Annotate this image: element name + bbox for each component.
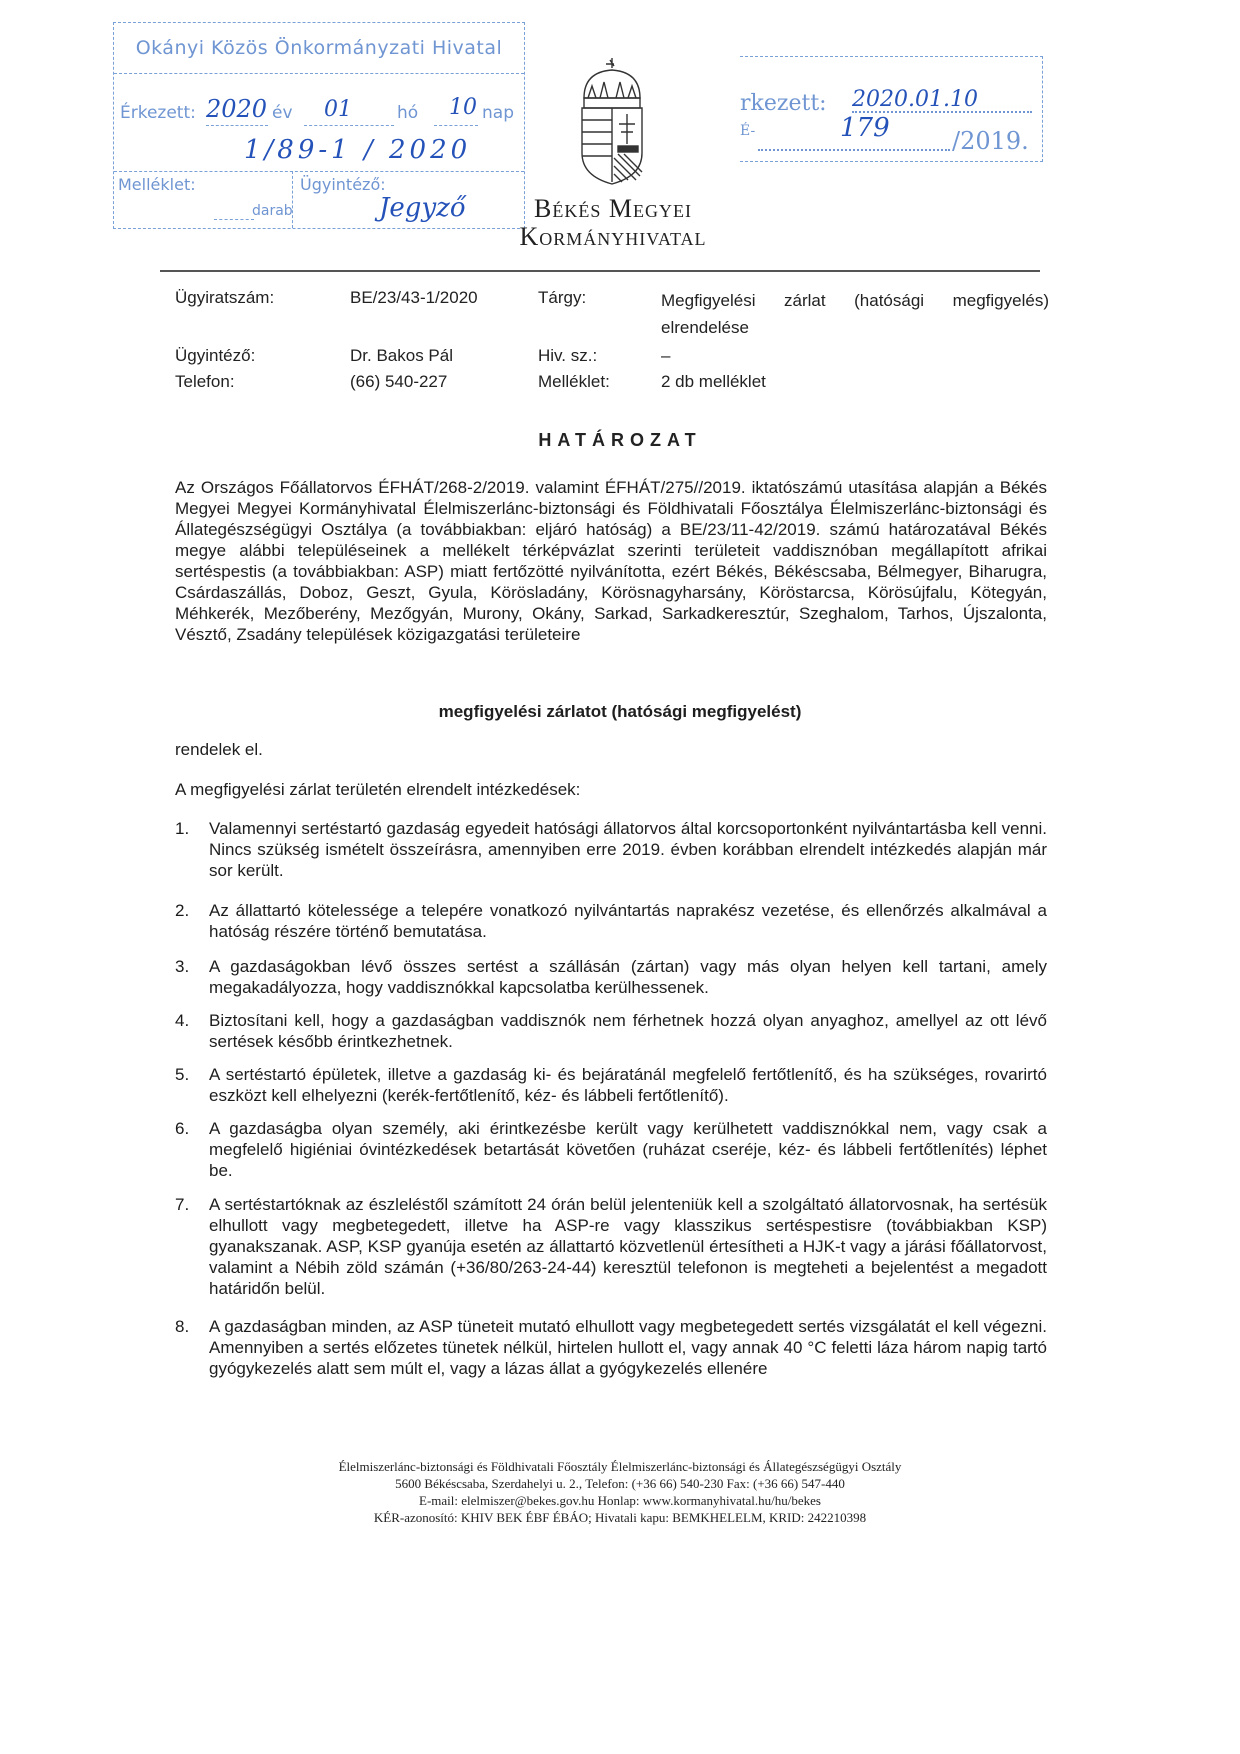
organization-name — [478, 196, 748, 250]
stamp-received-year: 2020 — [206, 95, 268, 123]
stamp-registration-number: 1/89-1 / 2020 — [244, 135, 472, 165]
attachment-label: Melléklet: — [538, 372, 610, 391]
list-item-number: 4. — [175, 1011, 190, 1030]
reference-value: – — [661, 346, 671, 365]
footer-ids: KÉR-azonosító: KHIV BEK ÉBF ÉBÁO; Hivatali kapu: BEMKHELELM, KRID: 242210398 — [373, 1510, 867, 1525]
list-item-text: Az állattartó kötelessége a telepére vonatkozó nyilvántartás naprakész vezetése, és ellenőrzés alkalmával a hatóság részére történő bemutatása. — [209, 901, 1047, 941]
stamp-right-received-date: 2020.01.10 — [852, 87, 978, 112]
subject-label: Tárgy: — [538, 288, 587, 307]
stamp-office-name: Okányi Közös Önkormányzati Hivatal — [114, 23, 524, 74]
stamp-year-label: év — [272, 103, 293, 123]
list-item-text: A gazdaságban minden, az ASP tüneteit mutató elhullott vagy megbetegedett sertés vizsgálatát el kell végezni. Amennyiben a sertés előzetes tünetek nélkül, hirtelen hullott el, vagy annak 40 °C feletti láza három napig tartó gyógykezelés alatt sem múlt el, vagy a lázas állat a gyógykezelés ellenére — [209, 1317, 1047, 1378]
underline — [214, 219, 254, 220]
list-item-text: A gazdaságba olyan személy, aki érintkezésbe került vagy kerülhetett vaddisznókkal nem, vagy csak a megfelelő higiéniai óvintézkedések betartását követően (ruházat cseréje, kéz- és lábbeli fertőtlenítés) léphet be. — [209, 1119, 1047, 1180]
ordered-statement: rendelek el. — [175, 740, 263, 759]
stamp-divider-vertical — [292, 171, 293, 228]
stamp-right-received-label: rkezett: — [740, 91, 827, 116]
phone-label: Telefon: — [175, 372, 235, 391]
underline — [304, 125, 394, 126]
stamp-right-number: 179 — [840, 113, 890, 143]
stamp-attachment-unit: darab — [252, 203, 293, 219]
org-name-line1: Békés Megyei — [534, 194, 692, 223]
coat-of-arms-icon — [572, 58, 652, 188]
list-item-number: 5. — [175, 1065, 190, 1084]
subject-line2: elrendelése — [661, 318, 749, 337]
measures-heading: A megfigyelési zárlat területén elrendelt intézkedések: — [175, 780, 581, 799]
decision-statement: megfigyelési zárlatot (hatósági megfigyelést) — [438, 702, 802, 721]
case-number-label: Ügyiratszám: — [175, 288, 275, 307]
list-item-number: 3. — [175, 957, 190, 976]
stamp-attachment-label: Melléklet: — [118, 175, 196, 194]
footer-contact: E-mail: elelmiszer@bekes.gov.hu Honlap: www.kormanyhivatal.hu/hu/bekes — [419, 1493, 821, 1508]
list-item-number: 8. — [175, 1317, 190, 1336]
stamp-right-number-prefix: É- — [740, 123, 756, 139]
stamp-received-day: 10 — [449, 95, 477, 120]
list-item-text: A sertéstartóknak az észleléstől számított 24 órán belül jelenteniük kell a szolgáltató állatorvosnak, ha sertésük elhullott vagy megbetegedett, illetve ha ASP-re vagy klasszikus sertéspestisre (továbbiakban KSP) gyanakszanak. ASP, KSP gyanúja esetén az állattartó közvetlenül értesítheti a HJK-t vagy a járási főállatorvost, valamint a Nébih zöld számán (+36/80/263-24-44) keresztül telefonon is megteheti a bejelentést a megadott határidőn belül. — [209, 1195, 1047, 1298]
footer-address: 5600 Békéscsaba, Szerdahelyi u. 2., Telefon: (+36 66) 540-230 Fax: (+36 66) 547-440 — [395, 1476, 845, 1491]
receipt-stamp-left — [113, 22, 525, 229]
underline — [434, 125, 478, 126]
org-name-line2: Kormányhivatal — [519, 222, 707, 251]
list-item-text: A gazdaságokban lévő összes sertést a szállásán (zártan) vagy más olyan helyen kell tartani, amely megakadályozza, hogy vaddisznókkal kapcsolatba kerülhessenek. — [209, 957, 1047, 997]
list-item-number: 1. — [175, 819, 190, 838]
subject-line1: Megfigyelési zárlat (hatósági megfigyelés) — [661, 291, 1049, 310]
case-number: BE/23/43-1/2020 — [350, 288, 478, 307]
header-divider — [160, 270, 1040, 272]
footer-department: Élelmiszerlánc-biztonsági és Földhivatali Főosztály Élelmiszerlánc-biztonsági és Állategészségügyi Osztály — [338, 1459, 902, 1474]
stamp-divider — [114, 171, 524, 172]
stamp-month-label: hó — [397, 103, 419, 123]
document-title: HATÁROZAT — [538, 430, 702, 450]
stamp-received-month: 01 — [324, 97, 352, 122]
handler-name: Dr. Bakos Pál — [350, 346, 453, 365]
stamp-handler-signature: Jegyző — [379, 193, 466, 223]
page-footer — [0, 1458, 1240, 1526]
underline — [206, 125, 268, 126]
intro-paragraph: Az Országos Főállatorvos ÉFHÁT/268-2/2019. valamint ÉFHÁT/275//2019. iktatószámú utasítása alapján a Békés Megyei Megyei Kormányhivatal Élelmiszerlánc-biztonsági és Földhivatali Főosztálya Élelmiszerlánc-biztonsági és Állategészségügyi Osztálya (a továbbiakban: eljáró hatóság) a BE/23/11-42/2019. számú határozatával Békés megye alábbi településeinek a mellékelt térképvázlat szerinti területeit vaddisznóban megállapított afrikai sertéspestis (a továbbiakban: ASP) miatt fertőzötté nyilvánította, ezért Békés, Békéscsaba, Bélmegyer, Biharugra, Csárdaszállás, Doboz, Geszt, Gyula, Körösladány, Körösnagyharsány, Köröstarcsa, Körösújfalu, Kötegyán, Méhkerék, Mezőberény, Mezőgyán, Murony, Okány, Sarkad, Sarkadkeresztúr, Szeghalom, Tarhos, Újszalonta, Vésztő, Zsadány települések közigazgatási területeire — [175, 478, 1047, 644]
stamp-handler-label: Ügyintéző: — [300, 175, 386, 194]
list-item-text: A sertéstartó épületek, illetve a gazdaság ki- és bejáratánál megfelelő fertőtlenítő, és ha szükséges, rovarirtó eszközt kell elhelyezni (kerék-fertőtlenítő, kéz- és lábbeli fertőtlenítő). — [209, 1065, 1047, 1105]
list-item-text: Valamennyi sertéstartó gazdaság egyedeit hatósági állatorvos által korcsoportonként nyilvántartásba kell venni. Nincs szükség ismételt összeírásra, amennyiben erre 2019. évben korábban elrendelt intézkedés alapján már sor került. — [209, 819, 1047, 880]
dotted-line — [758, 149, 950, 151]
stamp-right-number-suffix: /2019. — [952, 127, 1029, 155]
stamp-day-label: nap — [482, 103, 514, 123]
handler-label: Ügyintéző: — [175, 346, 256, 365]
attachment-value: 2 db melléklet — [661, 372, 766, 391]
reference-label: Hiv. sz.: — [538, 346, 598, 365]
receipt-stamp-right — [740, 56, 1043, 162]
list-item-number: 2. — [175, 901, 190, 920]
list-item-number: 6. — [175, 1119, 190, 1138]
list-item-text: Biztosítani kell, hogy a gazdaságban vaddisznók nem férhetnek hozzá olyan anyaghoz, amellyel az ott lévő sertések később érintkezhetnek. — [209, 1011, 1047, 1051]
list-item-number: 7. — [175, 1195, 190, 1214]
phone-number: (66) 540-227 — [350, 372, 448, 391]
stamp-received-label: Érkezett: — [120, 103, 196, 123]
